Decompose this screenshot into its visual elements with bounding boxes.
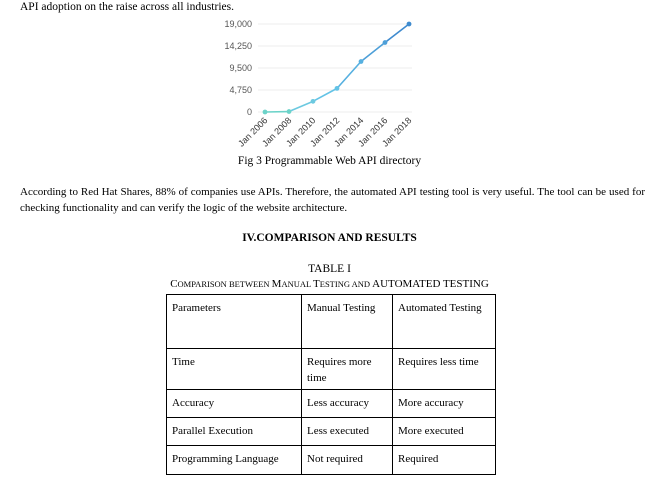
table-caption-part: C: [170, 278, 178, 290]
table-caption-part: AUTOMATED TESTING: [372, 278, 489, 290]
data-point: [407, 22, 412, 27]
table-cell: Requires more time: [302, 349, 393, 390]
table-cell: Requires less time: [393, 349, 496, 390]
section-heading: IV.COMPARISON AND RESULTS: [242, 232, 417, 244]
table-caption-part: ESTING AND: [319, 279, 373, 289]
table-cell: Less executed: [302, 418, 393, 446]
y-tick-label: 14,250: [224, 41, 252, 51]
table-cell: Parallel Execution: [167, 418, 302, 446]
x-tick-label: Jan 2008: [260, 115, 294, 149]
comparison-table: [166, 294, 496, 475]
table-cell: More executed: [393, 418, 496, 446]
y-tick-label: 0: [246, 107, 252, 117]
data-point: [359, 59, 364, 64]
figure-caption: Fig 3 Programmable Web API directory: [237, 155, 422, 167]
table-header-cell: Manual Testing: [302, 295, 393, 349]
table-row: [167, 418, 496, 446]
data-point: [311, 99, 316, 104]
table-header-cell: Parameters: [167, 295, 302, 349]
y-tick-label: 19,000: [224, 19, 252, 29]
x-tick-label: Jan 2006: [236, 115, 270, 149]
table-cell: More accuracy: [393, 390, 496, 418]
table-label: TABLE I: [308, 263, 351, 275]
x-tick-label: Jan 2012: [308, 115, 342, 149]
y-tick-label: 4,750: [229, 85, 252, 95]
table-cell: Less accuracy: [302, 390, 393, 418]
table-row: [167, 446, 496, 475]
table-caption-part: OMPARISON BETWEEN: [177, 279, 272, 289]
data-point: [383, 40, 388, 45]
table-cell: Time: [167, 349, 302, 390]
series-line-segment: [385, 24, 409, 43]
x-tick-label: Jan 2018: [380, 115, 414, 149]
table-cell: Not required: [302, 446, 393, 475]
data-point: [287, 109, 292, 114]
series-line-segment: [289, 101, 313, 111]
table-caption-part: ANUAL: [281, 279, 314, 289]
y-tick-label: 9,500: [229, 63, 252, 73]
x-tick-label: Jan 2014: [332, 115, 366, 149]
table-row: [167, 390, 496, 418]
series-line-segment: [361, 43, 385, 62]
x-tick-label: Jan 2016: [356, 115, 390, 149]
table-cell: Programming Language: [167, 446, 302, 475]
table-header-cell: Automated Testing: [393, 295, 496, 349]
body-paragraph: According to Red Hat Shares, 88% of companies use APIs. Therefore, the automated API testing tool is very useful. The tool can be used for checking functionality and can verify the logic of the website architecture.: [20, 186, 645, 214]
table-caption-part: M: [271, 278, 282, 290]
api-growth-line-chart: [0, 0, 659, 170]
table-cell: Required: [393, 446, 496, 475]
table-caption: [0, 278, 659, 291]
data-point: [263, 110, 268, 115]
x-tick-label: Jan 2010: [284, 115, 318, 149]
table-row: [167, 349, 496, 390]
table-cell: Accuracy: [167, 390, 302, 418]
table-caption-part: T: [313, 278, 320, 290]
table-header-row: [167, 295, 496, 349]
data-point: [335, 86, 340, 91]
series-line-segment: [337, 62, 361, 89]
intro-text: API adoption on the raise across all industries.: [20, 1, 234, 13]
